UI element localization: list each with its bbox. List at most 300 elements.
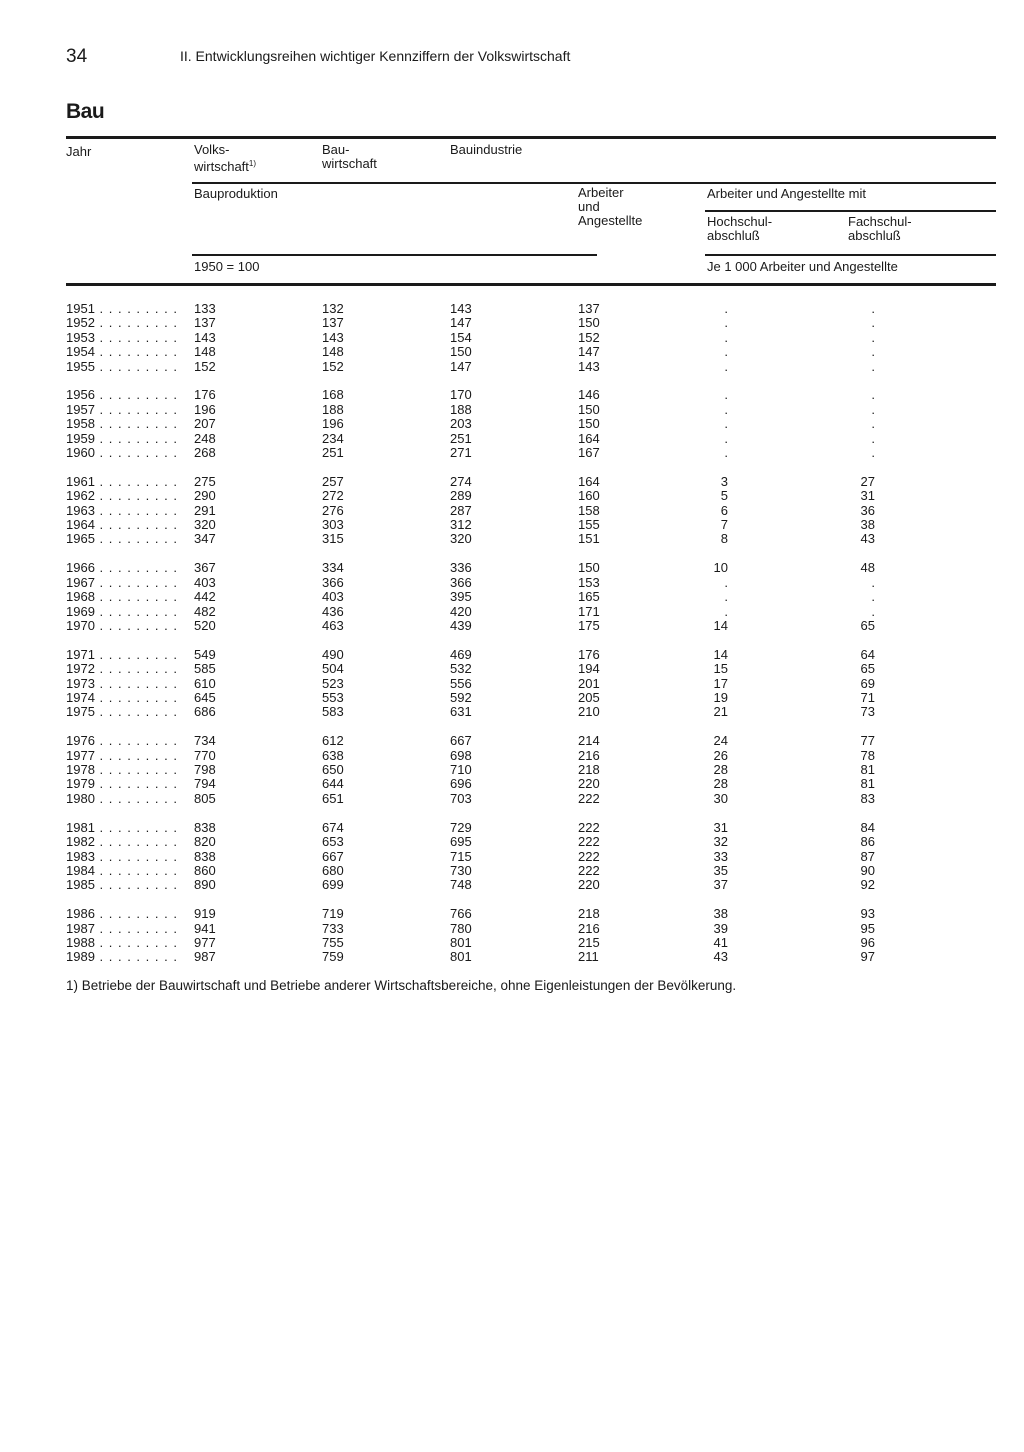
cell-arbeiter-angestellte: 171: [578, 603, 600, 619]
cell-jahr: 1974 . . .: [66, 691, 176, 705]
cell-bauwirtschaft: 366: [322, 574, 344, 590]
cell-arbeiter-angestellte: 218: [578, 906, 600, 922]
cell-arbeiter-angestellte: 155: [578, 517, 600, 533]
cell-bauindustrie: 780: [450, 920, 472, 936]
cell-bauindustrie: 592: [450, 689, 472, 705]
cell-bauwirtschaft: 303: [322, 517, 344, 533]
table-row: [0, 561, 1024, 575]
cell-bauindustrie: 695: [450, 834, 472, 850]
cell-fachschulabschluss: 27: [860, 473, 875, 489]
cell-jahr: 1971 . . .: [66, 648, 176, 662]
header-arbeiter-line2: und: [578, 199, 600, 214]
cell-hochschulabschluss: .: [724, 387, 728, 403]
cell-bauindustrie: 667: [450, 733, 472, 749]
row-group: [0, 561, 1024, 633]
cell-jahr: 1959 . . .: [66, 432, 176, 446]
cell-bauindustrie: 729: [450, 819, 472, 835]
cell-jahr: 1975 . . .: [66, 705, 176, 719]
cell-volkswirtschaft: 919: [194, 906, 216, 922]
footnote-marker: 1): [248, 159, 257, 168]
header-fachschul-line2: abschluß: [848, 228, 901, 243]
running-head: II. Entwicklungsreihen wichtiger Kennziffern der Volkswirtschaft: [180, 48, 571, 64]
cell-hochschulabschluss: 32: [713, 834, 728, 850]
table-row: [0, 864, 1024, 878]
table-row: [0, 677, 1024, 691]
cell-fachschulabschluss: .: [871, 574, 875, 590]
cell-hochschulabschluss: .: [724, 574, 728, 590]
cell-bauindustrie: 439: [450, 617, 472, 633]
cell-jahr: 1962 . . .: [66, 489, 176, 503]
cell-hochschulabschluss: .: [724, 358, 728, 374]
cell-arbeiter-angestellte: 216: [578, 920, 600, 936]
cell-bauindustrie: 147: [450, 358, 472, 374]
cell-jahr: 1979 . . .: [66, 777, 176, 791]
table-row: [0, 619, 1024, 633]
cell-fachschulabschluss: 84: [860, 819, 875, 835]
cell-arbeiter-angestellte: 146: [578, 387, 600, 403]
table-row: [0, 518, 1024, 532]
cell-fachschulabschluss: 96: [860, 934, 875, 950]
cell-volkswirtschaft: 838: [194, 848, 216, 864]
cell-jahr: 1966 . . .: [66, 561, 176, 575]
cell-fachschulabschluss: 78: [860, 747, 875, 763]
cell-jahr: 1986 . . .: [66, 907, 176, 921]
cell-hochschulabschluss: .: [724, 344, 728, 360]
cell-arbeiter-angestellte: 194: [578, 661, 600, 677]
cell-fachschulabschluss: .: [871, 301, 875, 316]
cell-arbeiter-angestellte: 210: [578, 704, 600, 720]
cell-fachschulabschluss: 95: [860, 920, 875, 936]
cell-hochschulabschluss: 14: [713, 646, 728, 662]
cell-jahr: 1954 . . .: [66, 345, 176, 359]
cell-fachschulabschluss: .: [871, 329, 875, 345]
cell-jahr: 1952 . . .: [66, 316, 176, 330]
table-row: [0, 446, 1024, 460]
cell-fachschulabschluss: 43: [860, 531, 875, 547]
cell-fachschulabschluss: 64: [860, 646, 875, 662]
cell-volkswirtschaft: 585: [194, 661, 216, 677]
cell-arbeiter-angestellte: 150: [578, 416, 600, 432]
cell-jahr: 1968 . . .: [66, 590, 176, 604]
cell-hochschulabschluss: 31: [713, 819, 728, 835]
header-arbeiter-line1: Arbeiter: [578, 185, 624, 200]
footnote: 1) Betriebe der Bauwirtschaft und Betriebe anderer Wirtschaftsbereiche, ohne Eigenleistungen der Bevölkerung.: [66, 978, 737, 993]
cell-volkswirtschaft: 805: [194, 790, 216, 806]
cell-arbeiter-angestellte: 222: [578, 862, 600, 878]
row-group: [0, 821, 1024, 893]
cell-volkswirtschaft: 137: [194, 315, 216, 331]
header-volkswirtschaft-line2: [194, 157, 256, 174]
cell-bauindustrie: 274: [450, 473, 472, 489]
cell-arbeiter-angestellte: 150: [578, 315, 600, 331]
cell-jahr: 1985 . . .: [66, 878, 176, 892]
cell-bauindustrie: 150: [450, 344, 472, 360]
cell-arbeiter-angestellte: 137: [578, 301, 600, 316]
cell-volkswirtschaft: 320: [194, 517, 216, 533]
cell-bauindustrie: 730: [450, 862, 472, 878]
cell-bauwirtschaft: 490: [322, 646, 344, 662]
cell-jahr: 1982 . . .: [66, 835, 176, 849]
cell-arbeiter-angestellte: 150: [578, 560, 600, 576]
cell-fachschulabschluss: .: [871, 387, 875, 403]
cell-bauindustrie: 170: [450, 387, 472, 403]
cell-volkswirtschaft: 838: [194, 819, 216, 835]
cell-fachschulabschluss: .: [871, 603, 875, 619]
cell-volkswirtschaft: 645: [194, 689, 216, 705]
cell-fachschulabschluss: .: [871, 416, 875, 432]
cell-fachschulabschluss: 86: [860, 834, 875, 850]
table-row: [0, 432, 1024, 446]
cell-fachschulabschluss: .: [871, 589, 875, 605]
cell-arbeiter-angestellte: 153: [578, 574, 600, 590]
cell-hochschulabschluss: 21: [713, 704, 728, 720]
cell-arbeiter-angestellte: 164: [578, 430, 600, 446]
cell-volkswirtschaft: 770: [194, 747, 216, 763]
cell-volkswirtschaft: 291: [194, 502, 216, 518]
header-unit-index: 1950 = 100: [194, 259, 260, 274]
cell-bauindustrie: 631: [450, 704, 472, 720]
cell-bauwirtschaft: 674: [322, 819, 344, 835]
cell-hochschulabschluss: 24: [713, 733, 728, 749]
cell-hochschulabschluss: 33: [713, 848, 728, 864]
cell-jahr: 1989 . . .: [66, 950, 176, 964]
header-fachschulabschluss: [848, 215, 912, 243]
row-group: [0, 648, 1024, 720]
cell-hochschulabschluss: .: [724, 445, 728, 461]
cell-bauindustrie: 703: [450, 790, 472, 806]
cell-bauwirtschaft: 168: [322, 387, 344, 403]
header-arbeiter-angestellte: [578, 186, 642, 228]
table-row: [0, 403, 1024, 417]
cell-arbeiter-angestellte: 215: [578, 934, 600, 950]
cell-fachschulabschluss: .: [871, 401, 875, 417]
table-top-rule: [66, 136, 996, 139]
cell-jahr: 1956 . . .: [66, 388, 176, 402]
table-row: [0, 316, 1024, 330]
table-row: [0, 763, 1024, 777]
cell-jahr: 1977 . . .: [66, 749, 176, 763]
row-group: [0, 734, 1024, 806]
cell-volkswirtschaft: 798: [194, 762, 216, 778]
header-volkswirtschaft-line1: Volks-: [194, 142, 230, 157]
cell-bauwirtschaft: 315: [322, 531, 344, 547]
cell-volkswirtschaft: 941: [194, 920, 216, 936]
cell-volkswirtschaft: 275: [194, 473, 216, 489]
cell-hochschulabschluss: 7: [720, 517, 728, 533]
cell-volkswirtschaft: 734: [194, 733, 216, 749]
cell-bauwirtschaft: 759: [322, 949, 344, 965]
table-row: [0, 734, 1024, 748]
table-row: [0, 922, 1024, 936]
cell-hochschulabschluss: 17: [713, 675, 728, 691]
cell-hochschulabschluss: 5: [720, 488, 728, 504]
cell-arbeiter-angestellte: 211: [578, 949, 599, 965]
cell-hochschulabschluss: 3: [720, 473, 728, 489]
cell-hochschulabschluss: 35: [713, 862, 728, 878]
cell-bauwirtschaft: 272: [322, 488, 344, 504]
cell-fachschulabschluss: 71: [860, 689, 875, 705]
cell-bauindustrie: 710: [450, 762, 472, 778]
cell-bauwirtschaft: 653: [322, 834, 344, 850]
cell-bauwirtschaft: 650: [322, 762, 344, 778]
cell-bauwirtschaft: 463: [322, 617, 344, 633]
cell-bauindustrie: 147: [450, 315, 472, 331]
cell-hochschulabschluss: .: [724, 603, 728, 619]
cell-bauindustrie: 320: [450, 531, 472, 547]
cell-bauwirtschaft: 188: [322, 401, 344, 417]
header-bauindustrie: Bauindustrie: [450, 142, 523, 157]
cell-volkswirtschaft: 520: [194, 617, 216, 633]
cell-arbeiter-angestellte: 201: [578, 675, 600, 691]
table-row: [0, 605, 1024, 619]
cell-jahr: 1957 . . .: [66, 403, 176, 417]
cell-fachschulabschluss: 38: [860, 517, 875, 533]
header-hochschul-line1: Hochschul-: [707, 214, 773, 229]
cell-jahr: 1953 . . .: [66, 331, 176, 345]
table-row: [0, 504, 1024, 518]
cell-arbeiter-angestellte: 160: [578, 488, 600, 504]
cell-fachschulabschluss: 77: [860, 733, 875, 749]
cell-bauindustrie: 556: [450, 675, 472, 691]
cell-hochschulabschluss: 14: [713, 617, 728, 633]
cell-bauwirtschaft: 143: [322, 329, 344, 345]
cell-jahr: 1973 . . .: [66, 677, 176, 691]
cell-jahr: 1981 . . .: [66, 821, 176, 835]
cell-volkswirtschaft: 176: [194, 387, 216, 403]
header-unit-per-thousand: Je 1 000 Arbeiter und Angestellte: [707, 259, 898, 274]
header-rule-abschluss: [705, 210, 996, 212]
cell-bauindustrie: 766: [450, 906, 472, 922]
cell-fachschulabschluss: 69: [860, 675, 875, 691]
cell-arbeiter-angestellte: 147: [578, 344, 600, 360]
cell-fachschulabschluss: .: [871, 358, 875, 374]
cell-volkswirtschaft: 403: [194, 574, 216, 590]
cell-bauindustrie: 203: [450, 416, 472, 432]
section-title: Bau: [66, 100, 105, 123]
cell-bauindustrie: 188: [450, 401, 472, 417]
cell-fachschulabschluss: .: [871, 445, 875, 461]
cell-hochschulabschluss: 28: [713, 762, 728, 778]
cell-hochschulabschluss: 37: [713, 877, 728, 893]
cell-volkswirtschaft: 442: [194, 589, 216, 605]
cell-bauwirtschaft: 257: [322, 473, 344, 489]
cell-volkswirtschaft: 820: [194, 834, 216, 850]
cell-bauwirtschaft: 137: [322, 315, 344, 331]
cell-fachschulabschluss: 31: [860, 488, 875, 504]
cell-bauwirtschaft: 651: [322, 790, 344, 806]
table-row: [0, 705, 1024, 719]
cell-jahr: 1961 . . .: [66, 475, 176, 489]
row-group: [0, 475, 1024, 547]
cell-jahr: 1969 . . .: [66, 605, 176, 619]
cell-fachschulabschluss: 81: [860, 762, 875, 778]
cell-jahr: 1972 . . .: [66, 662, 176, 676]
header-jahr: Jahr: [66, 144, 92, 159]
cell-hochschulabschluss: 43: [713, 949, 728, 965]
cell-bauindustrie: 532: [450, 661, 472, 677]
cell-bauindustrie: 698: [450, 747, 472, 763]
cell-arbeiter-angestellte: 150: [578, 401, 600, 417]
cell-hochschulabschluss: 28: [713, 776, 728, 792]
header-bauproduktion: Bauproduktion: [194, 186, 278, 201]
cell-bauindustrie: 271: [450, 445, 472, 461]
cell-fachschulabschluss: .: [871, 344, 875, 360]
cell-volkswirtschaft: 686: [194, 704, 216, 720]
cell-bauindustrie: 154: [450, 329, 472, 345]
cell-bauwirtschaft: 436: [322, 603, 344, 619]
cell-hochschulabschluss: .: [724, 329, 728, 345]
cell-hochschulabschluss: 8: [720, 531, 728, 547]
table-row: [0, 331, 1024, 345]
cell-fachschulabschluss: 92: [860, 877, 875, 893]
cell-bauwirtschaft: 196: [322, 416, 344, 432]
table-row: [0, 835, 1024, 849]
cell-bauwirtschaft: 612: [322, 733, 344, 749]
cell-bauindustrie: 395: [450, 589, 472, 605]
cell-fachschulabschluss: 36: [860, 502, 875, 518]
cell-arbeiter-angestellte: 176: [578, 646, 600, 662]
cell-bauindustrie: 287: [450, 502, 472, 518]
cell-volkswirtschaft: 207: [194, 416, 216, 432]
table-row: [0, 417, 1024, 431]
cell-jahr: 1965 . . .: [66, 532, 176, 546]
cell-fachschulabschluss: 73: [860, 704, 875, 720]
cell-volkswirtschaft: 987: [194, 949, 216, 965]
cell-bauindustrie: 801: [450, 949, 472, 965]
cell-volkswirtschaft: 268: [194, 445, 216, 461]
cell-bauindustrie: 748: [450, 877, 472, 893]
cell-bauwirtschaft: 276: [322, 502, 344, 518]
cell-volkswirtschaft: 977: [194, 934, 216, 950]
table-row: [0, 648, 1024, 662]
cell-bauwirtschaft: 523: [322, 675, 344, 691]
cell-volkswirtschaft: 347: [194, 531, 216, 547]
cell-volkswirtschaft: 248: [194, 430, 216, 446]
cell-bauindustrie: 143: [450, 301, 472, 316]
table-row: [0, 907, 1024, 921]
cell-arbeiter-angestellte: 158: [578, 502, 600, 518]
cell-volkswirtschaft: 196: [194, 401, 216, 417]
cell-arbeiter-angestellte: 152: [578, 329, 600, 345]
cell-bauwirtschaft: 152: [322, 358, 344, 374]
cell-arbeiter-angestellte: 216: [578, 747, 600, 763]
cell-volkswirtschaft: 367: [194, 560, 216, 576]
cell-fachschulabschluss: 83: [860, 790, 875, 806]
row-group: [0, 388, 1024, 460]
cell-jahr: 1970 . . .: [66, 619, 176, 633]
table-row: [0, 662, 1024, 676]
table-row: [0, 792, 1024, 806]
cell-hochschulabschluss: .: [724, 416, 728, 432]
cell-volkswirtschaft: 794: [194, 776, 216, 792]
cell-bauwirtschaft: 553: [322, 689, 344, 705]
cell-volkswirtschaft: 152: [194, 358, 216, 374]
cell-bauwirtschaft: 334: [322, 560, 344, 576]
table-row: [0, 590, 1024, 604]
cell-bauwirtschaft: 644: [322, 776, 344, 792]
cell-bauindustrie: 366: [450, 574, 472, 590]
cell-volkswirtschaft: 890: [194, 877, 216, 893]
cell-fachschulabschluss: 97: [860, 949, 875, 965]
table-row: [0, 475, 1024, 489]
table-row: [0, 749, 1024, 763]
cell-bauwirtschaft: 251: [322, 445, 344, 461]
cell-jahr: 1967 . . .: [66, 576, 176, 590]
cell-bauwirtschaft: 638: [322, 747, 344, 763]
cell-bauwirtschaft: 132: [322, 301, 344, 316]
cell-fachschulabschluss: 90: [860, 862, 875, 878]
cell-volkswirtschaft: 133: [194, 301, 216, 316]
header-bauwirtschaft: [322, 143, 377, 171]
table-row: [0, 821, 1024, 835]
cell-arbeiter-angestellte: 205: [578, 689, 600, 705]
cell-fachschulabschluss: .: [871, 315, 875, 331]
cell-bauwirtschaft: 583: [322, 704, 344, 720]
header-bauwirtschaft-line1: Bau-: [322, 142, 350, 157]
cell-jahr: 1983 . . .: [66, 850, 176, 864]
cell-hochschulabschluss: .: [724, 430, 728, 446]
cell-arbeiter-angestellte: 167: [578, 445, 600, 461]
cell-hochschulabschluss: 15: [713, 661, 728, 677]
cell-fachschulabschluss: 93: [860, 906, 875, 922]
header-volkswirtschaft: [194, 143, 256, 174]
cell-arbeiter-angestellte: 214: [578, 733, 600, 749]
header-mit-abschluss: Arbeiter und Angestellte mit: [707, 186, 866, 201]
cell-bauindustrie: 312: [450, 517, 472, 533]
cell-arbeiter-angestellte: 222: [578, 848, 600, 864]
cell-fachschulabschluss: 65: [860, 661, 875, 677]
header-hochschul-line2: abschluß: [707, 228, 760, 243]
cell-bauwirtschaft: 719: [322, 906, 344, 922]
cell-jahr: 1976 . . .: [66, 734, 176, 748]
cell-hochschulabschluss: .: [724, 589, 728, 605]
row-group: [0, 302, 1024, 374]
cell-volkswirtschaft: 148: [194, 344, 216, 360]
cell-bauindustrie: 289: [450, 488, 472, 504]
cell-jahr: 1958 . . .: [66, 417, 176, 431]
cell-arbeiter-angestellte: 222: [578, 819, 600, 835]
cell-bauindustrie: 469: [450, 646, 472, 662]
cell-bauindustrie: 715: [450, 848, 472, 864]
cell-bauwirtschaft: 733: [322, 920, 344, 936]
cell-jahr: 1963 . . .: [66, 504, 176, 518]
header-volkswirtschaft-word: wirtschaft: [194, 159, 249, 174]
table-row: [0, 878, 1024, 892]
table-row: [0, 345, 1024, 359]
cell-hochschulabschluss: 10: [713, 560, 728, 576]
cell-hochschulabschluss: 39: [713, 920, 728, 936]
header-rule-per-thousand: [705, 254, 996, 256]
cell-bauwirtschaft: 680: [322, 862, 344, 878]
cell-bauwirtschaft: 403: [322, 589, 344, 605]
cell-arbeiter-angestellte: 218: [578, 762, 600, 778]
cell-hochschulabschluss: 38: [713, 906, 728, 922]
cell-bauwirtschaft: 504: [322, 661, 344, 677]
header-bauwirtschaft-line2: wirtschaft: [322, 156, 377, 171]
cell-hochschulabschluss: 30: [713, 790, 728, 806]
cell-arbeiter-angestellte: 222: [578, 790, 600, 806]
cell-bauwirtschaft: 699: [322, 877, 344, 893]
cell-jahr: 1984 . . .: [66, 864, 176, 878]
header-rule-bauproduktion: [192, 182, 996, 184]
table-row: [0, 850, 1024, 864]
table-row: [0, 936, 1024, 950]
table-row: [0, 576, 1024, 590]
header-hochschulabschluss: [707, 215, 772, 243]
cell-bauwirtschaft: 148: [322, 344, 344, 360]
cell-fachschulabschluss: 87: [860, 848, 875, 864]
cell-arbeiter-angestellte: 222: [578, 834, 600, 850]
